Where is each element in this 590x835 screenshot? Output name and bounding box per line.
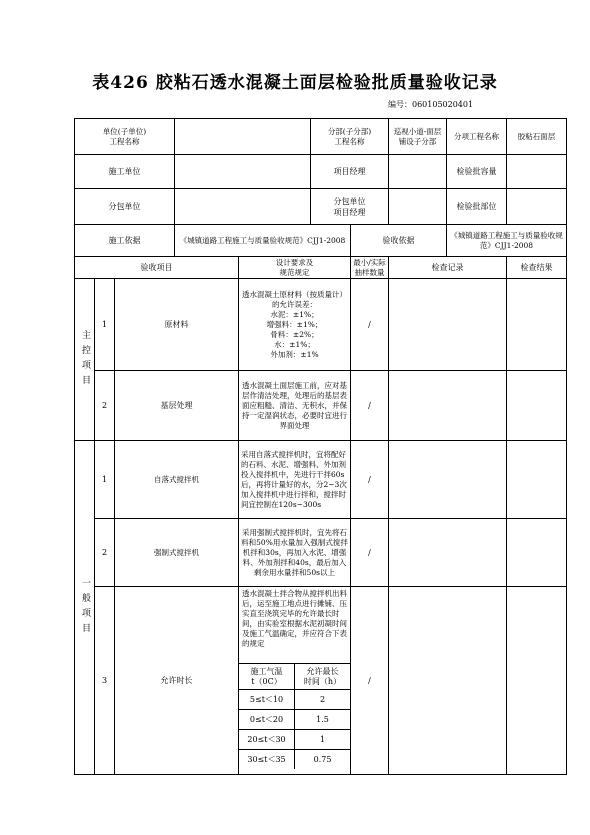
general-row-req: 采用自落式搅拌机时，宜将配好的石料、水泥、增强料、外加剂投入搅拌机中，先进行干拌60s后，再将计量好的水，分2~3次加入搅拌机中进行拌和，搅拌时间宜控制在120s~300s xyxy=(239,441,351,519)
temp-header-time: 允许最长 时间（h） xyxy=(295,664,351,690)
unit-name-label: 单位(子单位) 工程名称 xyxy=(75,119,175,155)
unit-name-value[interactable] xyxy=(175,119,311,155)
construct-unit-label: 施工单位 xyxy=(75,155,175,189)
part-name-value[interactable]: 巡视小道-面层铺设子分部 xyxy=(389,119,447,155)
general-row-req-cell xyxy=(239,587,351,775)
general-row-req: 采用强制式搅拌机时，宜先将石料和50%用水量加入强制式搅拌机拌和30s，再加入水泥、增强料、外加剂拌和40s，最后加入剩余用水量拌和50s以上 xyxy=(239,519,351,587)
main-row-sample: / xyxy=(351,371,389,441)
page-title: 表426 胶粘石透水混凝土面层检验批质量验收记录 xyxy=(92,73,498,93)
basis-label: 施工依据 xyxy=(75,225,175,257)
col-sample: 最小/实际 抽样数量 xyxy=(351,257,389,279)
temperature-table xyxy=(239,663,350,769)
main-row-req: 透水混凝土原材料（按质量计）的允许误差： 水泥：±1%； 增强料：±1%； 骨料：±2%； 水：±1%； 外加剂：±1% xyxy=(239,279,351,371)
temp-time: 0.75 xyxy=(295,750,351,770)
general-row-record[interactable] xyxy=(389,587,507,775)
inspection-form xyxy=(74,118,567,775)
col-result: 检查结果 xyxy=(507,257,567,279)
construct-unit-value[interactable] xyxy=(175,155,311,189)
temp-header-temp: 施工气温 t（0C） xyxy=(239,664,295,690)
general-row-record[interactable] xyxy=(389,441,507,519)
temp-range: 20≤t＜30 xyxy=(239,730,295,750)
accept-value: 《城镇道路工程施工与质量验收规范》CJJ1-2008 xyxy=(447,225,567,257)
pm-label: 项目经理 xyxy=(311,155,389,189)
col-record: 检查记录 xyxy=(389,257,507,279)
main-row-result[interactable] xyxy=(507,279,567,371)
record-code: 编号：060105020401 xyxy=(388,100,474,109)
temp-range: 30≤t＜35 xyxy=(239,750,295,770)
basis-value: 《城镇道路工程施工与质量验收规范》CJJ1-2008 xyxy=(175,225,351,257)
sub-pm-label: 分包单位 项目经理 xyxy=(311,189,389,225)
capacity-label: 检验批容量 xyxy=(447,155,507,189)
general-row-no: 2 xyxy=(95,519,115,587)
general-row-no: 1 xyxy=(95,441,115,519)
part-value[interactable] xyxy=(507,189,567,225)
temp-range: 0≤t＜20 xyxy=(239,710,295,730)
general-row-record[interactable] xyxy=(389,519,507,587)
part-label: 检验批部位 xyxy=(447,189,507,225)
main-row-name: 原材料 xyxy=(115,279,239,371)
temp-time: 1.5 xyxy=(295,710,351,730)
sub-name-value[interactable]: 胶粘石面层 xyxy=(507,119,567,155)
main-group-label: 主控项目 xyxy=(75,279,95,441)
subcontract-value[interactable] xyxy=(175,189,311,225)
temp-time: 2 xyxy=(295,690,351,710)
main-row-record[interactable] xyxy=(389,279,507,371)
general-row-result[interactable] xyxy=(507,519,567,587)
pm-value[interactable] xyxy=(389,155,447,189)
main-row-record[interactable] xyxy=(389,371,507,441)
main-row-result[interactable] xyxy=(507,371,567,441)
temp-time: 1 xyxy=(295,730,351,750)
general-row-no: 3 xyxy=(95,587,115,775)
general-row-sample: / xyxy=(351,587,389,775)
accept-label: 验收依据 xyxy=(351,225,447,257)
sub-pm-value[interactable] xyxy=(389,189,447,225)
general-row-name: 自落式搅拌机 xyxy=(115,441,239,519)
main-row-req: 透水混凝土面层施工前，应对基层作清洁处理，处理后的基层表面应粗糙、清洁、无积水，并保持一定湿润状态，必要时宜进行界面处理 xyxy=(239,371,351,441)
general-row-result[interactable] xyxy=(507,587,567,775)
main-row-sample: / xyxy=(351,279,389,371)
sub-name-label: 分项工程名称 xyxy=(447,119,507,155)
main-row-no: 2 xyxy=(95,371,115,441)
main-row-no: 1 xyxy=(95,279,115,371)
general-row-sample: / xyxy=(351,441,389,519)
general-row-sample: / xyxy=(351,519,389,587)
col-item: 验收项目 xyxy=(75,257,239,279)
general-row-req: 透水混凝土拌合物从搅拌机出料后，运至施工地点进行摊铺、压实直至浇筑完毕的允许最长时间，由实验室根据水泥初凝时间及施工气温确定，并应符合下表的规定 xyxy=(242,589,347,648)
subcontract-label: 分包单位 xyxy=(75,189,175,225)
col-req: 设计要求及 规范规定 xyxy=(239,257,351,279)
general-group-label: 一般项目 xyxy=(75,441,95,775)
temp-range: 5≤t＜10 xyxy=(239,690,295,710)
main-row-name: 基层处理 xyxy=(115,371,239,441)
general-row-name: 允许时长 xyxy=(115,587,239,775)
part-name-label: 分部(子分部) 工程名称 xyxy=(311,119,389,155)
general-row-name: 强制式搅拌机 xyxy=(115,519,239,587)
general-row-result[interactable] xyxy=(507,441,567,519)
capacity-value[interactable] xyxy=(507,155,567,189)
